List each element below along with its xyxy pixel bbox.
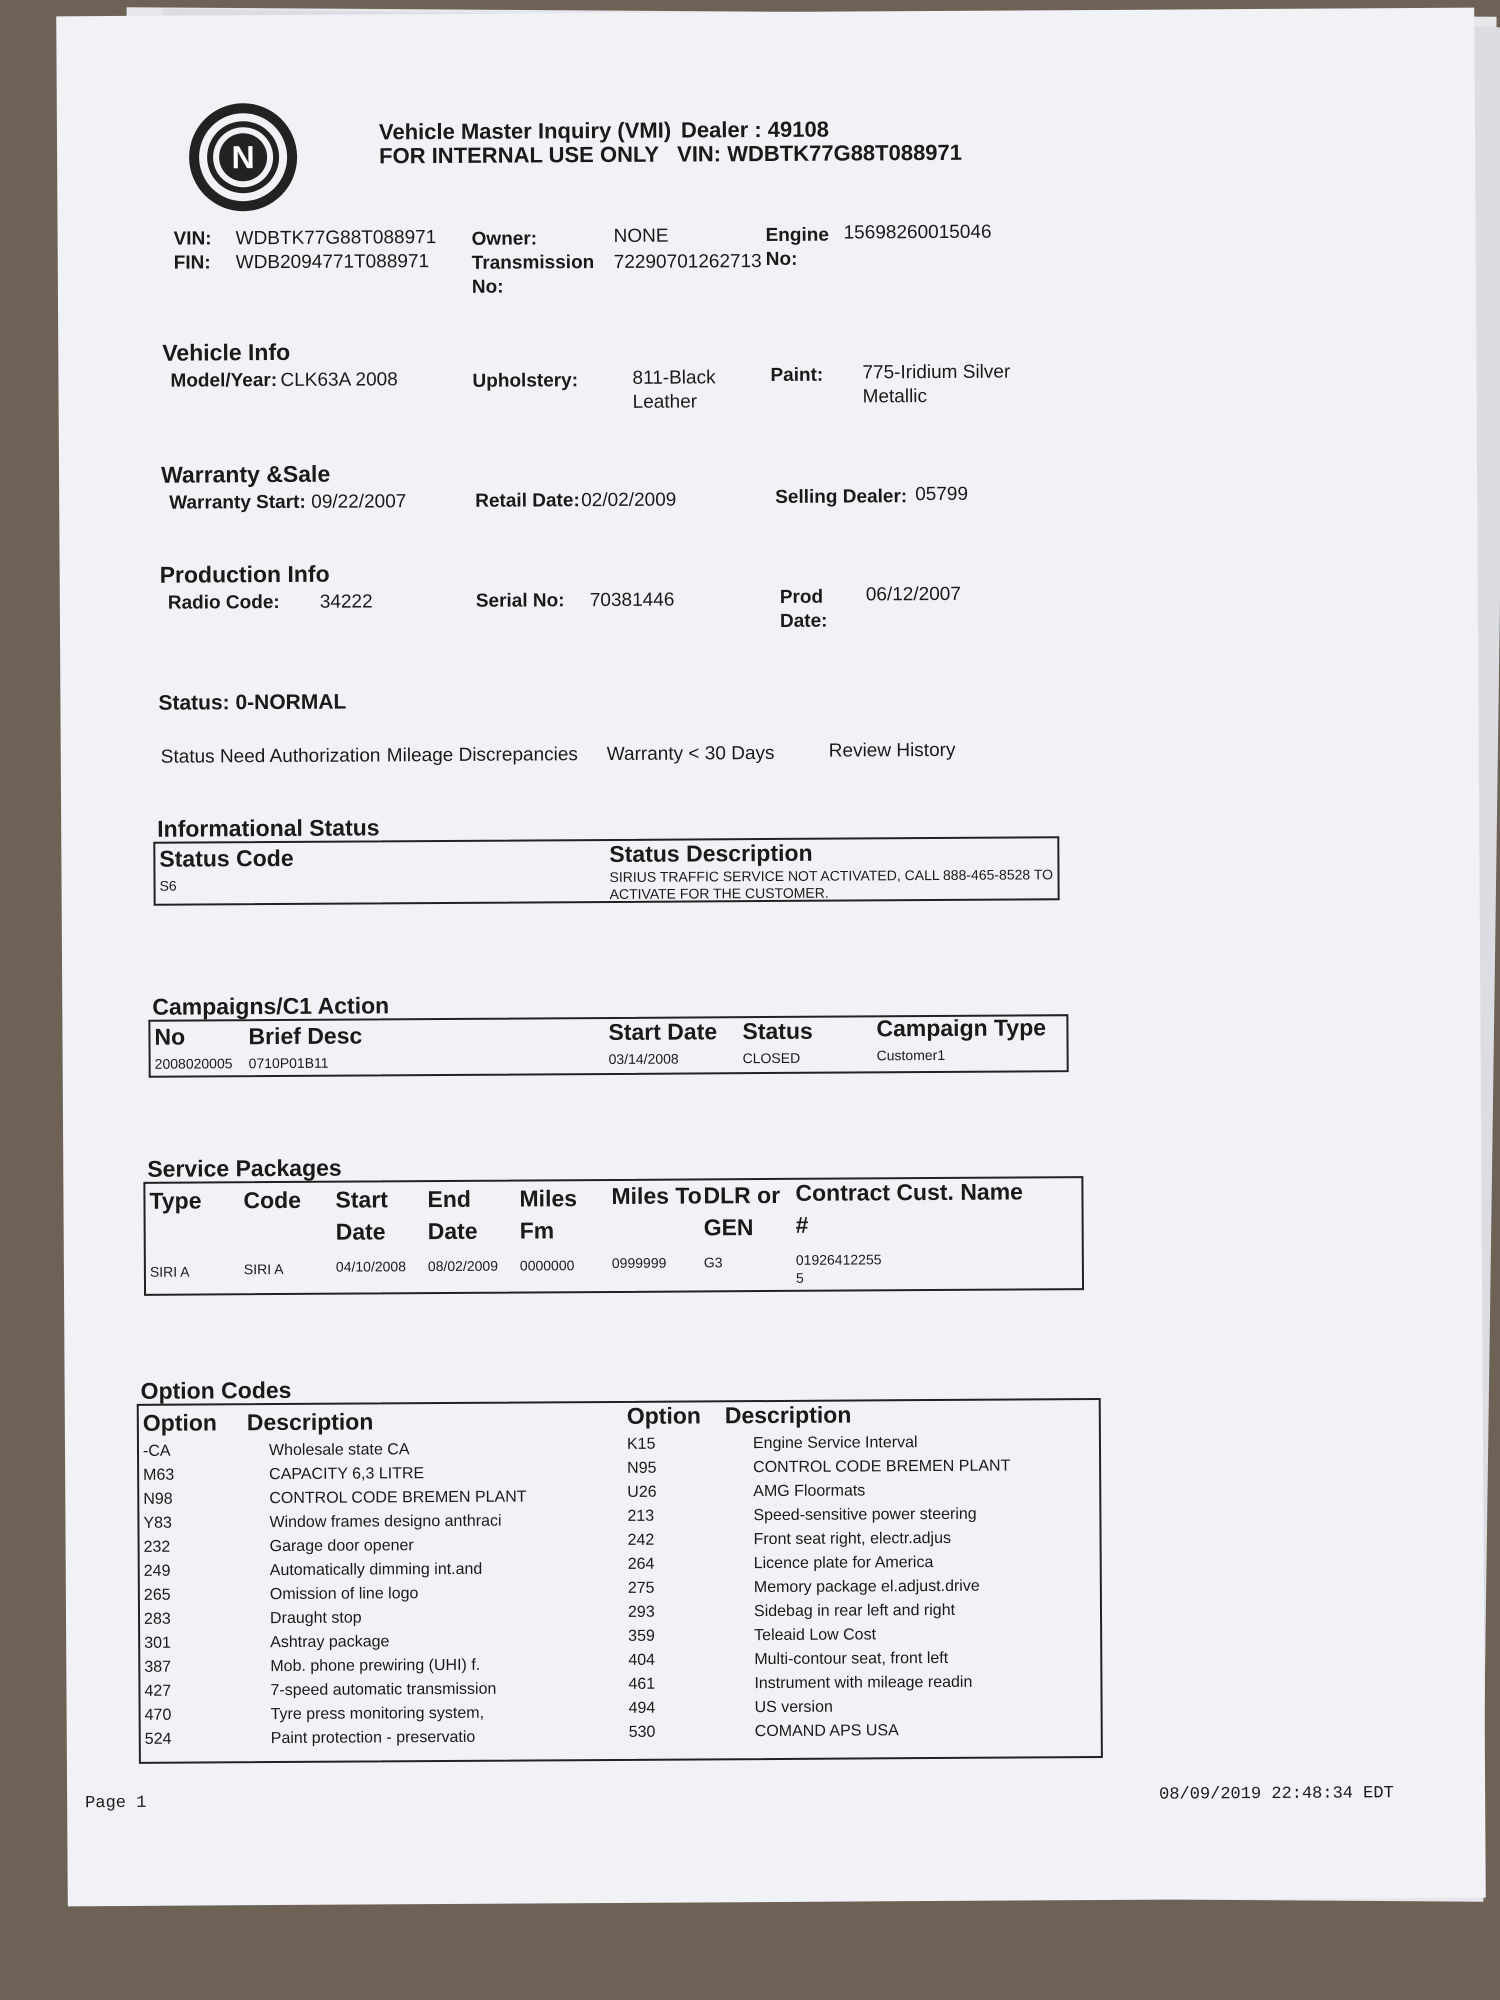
paint-label: Paint:: [770, 364, 824, 386]
col-description-left: Description: [246, 1408, 374, 1436]
option-description: Wholesale state CA: [268, 1441, 410, 1460]
col-option-left: Option: [142, 1409, 218, 1436]
vehicle-info-heading: Vehicle Info: [162, 338, 291, 366]
option-code: Y83: [143, 1514, 172, 1532]
engine-label-2: No:: [765, 248, 798, 271]
option-description: Ashtray package: [270, 1633, 390, 1652]
option-description: US version: [754, 1698, 833, 1717]
option-code: 404: [628, 1651, 656, 1669]
option-row: [144, 1581, 594, 1608]
col-campaign-no: No: [154, 1023, 186, 1050]
col-pkg-contract: Contract Cust. Name: [795, 1178, 1024, 1206]
option-code: 427: [144, 1682, 172, 1700]
option-row: [627, 1454, 1087, 1481]
option-code: 387: [144, 1658, 172, 1676]
status-code-value: S6: [159, 877, 177, 894]
option-row: [628, 1550, 1088, 1577]
option-list-right: [627, 1430, 1089, 1745]
option-row: [144, 1557, 594, 1584]
option-code: 470: [144, 1706, 172, 1724]
option-row: [627, 1478, 1087, 1505]
option-row: [628, 1670, 1088, 1697]
option-description: CAPACITY 6,3 LITRE: [269, 1465, 425, 1484]
option-row: [628, 1574, 1088, 1601]
pkg-miles-to-value: 0999999: [611, 1254, 667, 1271]
transmission-label: Transmission: [471, 252, 595, 274]
campaign-start-value: 03/14/2008: [608, 1050, 679, 1067]
vmi-document: [56, 8, 1486, 1907]
option-code: 249: [143, 1562, 171, 1580]
retail-date-label: Retail Date:: [475, 490, 580, 512]
col-pkg-contract-2: #: [795, 1211, 809, 1238]
option-description: Tyre press monitoring system,: [270, 1704, 485, 1724]
option-code: 524: [144, 1730, 172, 1748]
campaign-no-value: 2008020005: [154, 1055, 233, 1072]
option-row: [143, 1485, 593, 1512]
option-code: 275: [627, 1579, 655, 1597]
col-status-code: Status Code: [159, 844, 294, 872]
option-row: [628, 1598, 1088, 1625]
option-code: 359: [628, 1627, 655, 1645]
option-row: [144, 1605, 594, 1632]
option-description: Paint protection - preservatio: [270, 1728, 476, 1748]
page-number: Page 1: [85, 1793, 147, 1814]
option-code: 283: [143, 1610, 171, 1628]
option-row: [143, 1509, 593, 1536]
serial-value: 70381446: [589, 589, 675, 612]
transmission-label-2: No:: [471, 276, 504, 298]
vin-label: VIN:: [173, 228, 212, 250]
pkg-dlr-value: G3: [703, 1254, 723, 1271]
option-row: [143, 1437, 593, 1464]
service-packages-heading: Service Packages: [147, 1154, 342, 1182]
prod-date-value: 06/12/2007: [865, 583, 961, 606]
option-row: [629, 1718, 1089, 1745]
status-desc-line-1: SIRIUS TRAFFIC SERVICE NOT ACTIVATED, CALL 888-465-8528 TO: [609, 866, 1054, 885]
fin-label: FIN:: [173, 252, 211, 274]
option-code: U26: [627, 1483, 657, 1501]
status-flag-mileage: Mileage Discrepancies: [386, 744, 578, 767]
col-pkg-type: Type: [149, 1187, 202, 1214]
status-desc-line-2: ACTIVATE FOR THE CUSTOMER.: [609, 884, 829, 902]
option-description: Memory package el.adjust.drive: [753, 1577, 980, 1597]
option-description: Sidebag in rear left and right: [753, 1601, 956, 1621]
option-code: N98: [143, 1490, 173, 1508]
option-code: N95: [627, 1459, 657, 1477]
model-label: Model/Year:: [170, 370, 278, 392]
option-description: Instrument with mileage readin: [754, 1673, 973, 1693]
informational-heading: Informational Status: [157, 814, 380, 842]
option-description: Front seat right, electr.adjus: [753, 1529, 952, 1549]
pkg-type-value: SIRI A: [149, 1263, 190, 1280]
dealer-logo: [189, 103, 298, 212]
col-status-description: Status Description: [609, 839, 813, 867]
radio-code-label: Radio Code:: [167, 591, 280, 614]
col-brief-desc: Brief Desc: [248, 1022, 363, 1050]
engine-value: 15698260015046: [843, 221, 992, 244]
col-pkg-miles-fm: Miles: [519, 1185, 578, 1212]
campaign-desc-value: 0710P01B11: [248, 1054, 329, 1072]
option-description: COMAND APS USA: [754, 1722, 899, 1741]
model-value: CLK63A 2008: [280, 369, 398, 391]
campaign-status-value: CLOSED: [742, 1049, 801, 1067]
option-row: [627, 1526, 1087, 1553]
option-description: Engine Service Interval: [752, 1434, 918, 1453]
option-code: 494: [628, 1699, 656, 1717]
status-text: [158, 691, 346, 715]
option-row: [143, 1461, 593, 1488]
pkg-start-value: 04/10/2008: [335, 1258, 407, 1275]
logo-letter: N: [219, 133, 267, 181]
option-code: 530: [628, 1723, 656, 1741]
selling-dealer-label: Selling Dealer:: [775, 486, 908, 508]
vin-value: WDBTK77G88T088971: [235, 227, 437, 250]
option-code: 293: [627, 1603, 655, 1621]
campaigns-heading: Campaigns/C1 Action: [152, 992, 390, 1020]
option-code: 264: [627, 1555, 655, 1573]
col-pkg-dlr-2: GEN: [703, 1214, 754, 1241]
col-start-date: Start Date: [608, 1018, 718, 1045]
option-code: 232: [143, 1538, 171, 1556]
option-row: [627, 1430, 1087, 1457]
status-flag-review: Review History: [828, 739, 956, 762]
option-row: [144, 1629, 594, 1656]
paint-value: 775-Iridium Silver: [862, 361, 1011, 384]
warranty-start-value: 09/22/2007: [311, 491, 407, 513]
dealer-number: Dealer : 49108: [680, 116, 830, 143]
col-pkg-end: End: [427, 1185, 472, 1213]
option-row: [628, 1646, 1088, 1673]
col-campaign-status: Status: [742, 1017, 813, 1045]
paint-value-2: Metallic: [862, 386, 928, 408]
col-pkg-start: Start: [335, 1186, 388, 1213]
option-row: [629, 1694, 1089, 1721]
status-flag-authorization: Status Need Authorization: [160, 745, 381, 768]
option-description: Mob. phone prewiring (UHI) f.: [270, 1656, 481, 1676]
pkg-contract-value-2: 5: [795, 1269, 804, 1286]
option-description: Speed-sensitive power steering: [753, 1505, 977, 1525]
option-description: CONTROL CODE BREMEN PLANT: [269, 1488, 527, 1508]
prod-date-label: Prod: [779, 586, 824, 608]
option-description: Licence plate for America: [753, 1554, 934, 1573]
option-row: [144, 1653, 594, 1680]
pkg-end-value: 08/02/2009: [427, 1257, 499, 1275]
warranty-start-label: Warranty Start:: [169, 491, 306, 514]
col-option-right: Option: [626, 1402, 701, 1429]
col-pkg-miles-to: Miles To: [611, 1182, 702, 1209]
option-code: K15: [626, 1435, 656, 1453]
col-pkg-miles-fm-2: Fm: [519, 1217, 555, 1244]
option-code: M63: [143, 1466, 175, 1484]
pkg-contract-value: 01926412255: [795, 1251, 882, 1268]
pkg-code-value: SIRI A: [243, 1260, 284, 1278]
option-description: Multi-contour seat, front left: [754, 1649, 949, 1669]
engine-label: Engine: [765, 224, 829, 247]
option-description: Garage door opener: [269, 1537, 414, 1556]
option-description: CONTROL CODE BREMEN PLANT: [753, 1457, 1011, 1477]
option-code: 265: [143, 1586, 171, 1604]
transmission-value: 72290701262713: [613, 251, 762, 273]
option-code: -CA: [142, 1442, 171, 1460]
header-vin: VIN: WDBTK77G88T088971: [677, 139, 963, 167]
owner-label: Owner:: [471, 228, 538, 250]
upholstery-value-2: Leather: [632, 391, 698, 413]
production-heading: Production Info: [159, 560, 330, 588]
option-code: 213: [627, 1507, 655, 1525]
document-page: [56, 8, 1486, 1907]
col-description-right: Description: [724, 1401, 852, 1429]
option-row: [627, 1502, 1087, 1529]
col-pkg-start-2: Date: [335, 1218, 386, 1245]
print-timestamp: 08/09/2019 22:48:34 EDT: [1159, 1784, 1394, 1805]
status-flag-warranty: Warranty < 30 Days: [606, 742, 775, 765]
option-code: 301: [144, 1634, 171, 1652]
option-description: Teleaid Low Cost: [754, 1626, 877, 1645]
option-description: Window frames designo anthraci: [269, 1512, 502, 1532]
option-code: 461: [628, 1675, 656, 1693]
option-list-left: [143, 1437, 595, 1752]
option-code: 242: [627, 1531, 655, 1549]
selling-dealer-value: 05799: [915, 483, 969, 506]
option-description: Draught stop: [269, 1609, 362, 1628]
col-pkg-code: Code: [243, 1186, 302, 1214]
title-line-1: Vehicle Master Inquiry (VMI): [378, 117, 672, 145]
owner-value: NONE: [613, 225, 669, 247]
fin-value: WDB2094771T088971: [235, 251, 430, 274]
serial-label: Serial No:: [475, 590, 565, 612]
upholstery-label: Upholstery:: [472, 370, 579, 392]
option-row: [145, 1701, 595, 1728]
title-line-2: FOR INTERNAL USE ONLY: [379, 141, 660, 169]
option-description: AMG Floormats: [753, 1482, 866, 1501]
upholstery-value: 811-Black: [632, 367, 716, 389]
option-description: Omission of line logo: [269, 1585, 419, 1604]
status-value: Status: 0-NORMAL: [158, 690, 347, 715]
col-pkg-dlr: DLR or: [703, 1181, 781, 1209]
campaign-type-value: Customer1: [876, 1046, 946, 1064]
pkg-miles-fm-value: 0000000: [519, 1257, 575, 1274]
option-codes-heading: Option Codes: [140, 1376, 292, 1404]
option-row: [144, 1533, 594, 1560]
option-row: [145, 1725, 595, 1752]
option-row: [144, 1677, 594, 1704]
col-campaign-type: Campaign Type: [876, 1014, 1047, 1042]
option-description: 7-speed automatic transmission: [270, 1680, 497, 1700]
radio-code-value: 34222: [319, 591, 373, 613]
prod-date-label-2: Date:: [779, 610, 828, 632]
col-pkg-end-2: Date: [427, 1217, 478, 1245]
warranty-heading: Warranty &Sale: [160, 460, 331, 488]
retail-date-value: 02/02/2009: [581, 489, 677, 512]
option-description: Automatically dimming int.and: [269, 1560, 483, 1580]
option-row: [628, 1622, 1088, 1649]
